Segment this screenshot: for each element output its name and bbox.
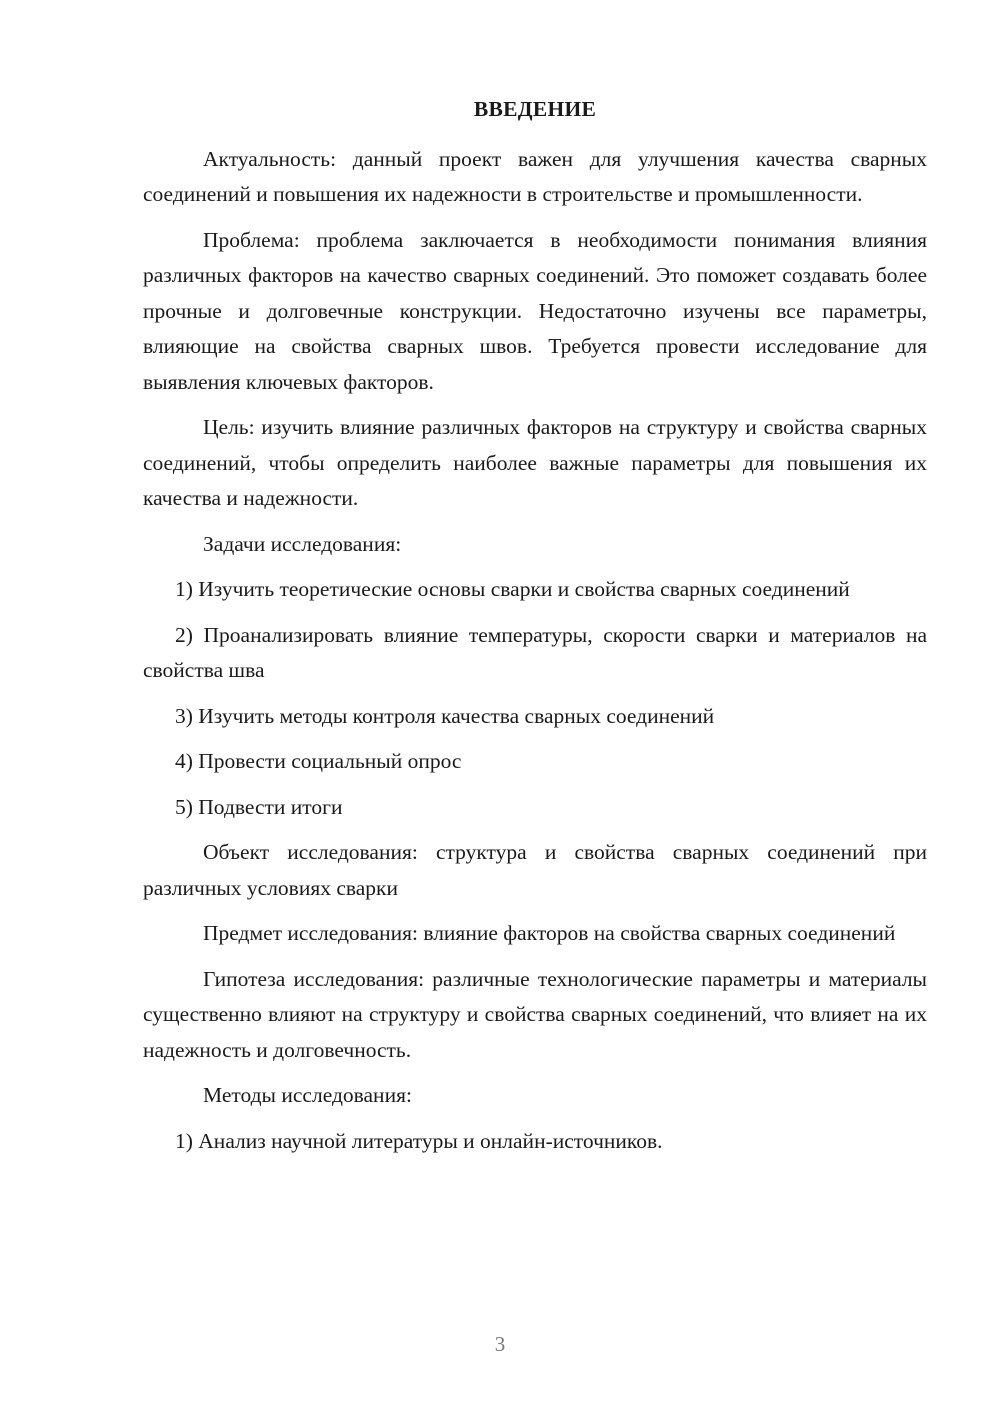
method-item-1: 1) Анализ научной литературы и онлайн-источников. [175,1128,663,1153]
relevance-paragraph: Актуальность: данный проект важен для улучшения качества сварных соединений и повышения их надежности в строительстве и промышленности. [143,146,927,206]
tasks-heading: Задачи исследования: [203,531,402,556]
page-content [143,92,927,1169]
hypothesis-paragraph: Гипотеза исследования: различные технологические параметры и материалы существенно влияют на структуру и свойства сварных соединений, что влияет на их надежность и долговечность. [143,966,927,1062]
task-item-1: 1) Изучить теоретические основы сварки и свойства сварных соединений [175,577,850,601]
goal-paragraph: Цель: изучить влияние различных факторов на структуру и свойства сварных соединений, чтобы определить наиболее важные параметры для повышения их качества и надежности. [143,415,927,510]
page-title: ВВЕДЕНИЕ [473,97,597,121]
task-item-3: 3) Изучить методы контроля качества сварных соединений [175,703,715,728]
task-item-5: 5) Подвести итоги [175,794,343,819]
object-paragraph: Объект исследования: структура и свойства сварных соединений при различных условиях сварки [143,840,927,900]
problem-paragraph: Проблема: проблема заключается в необходимости понимания влияния различных факторов на качество сварных соединений. Это поможет создавать более прочные и долговечные конструкции. Недостаточно изучены все параметры, влияющие на свойства сварных швов. Требуется провести исследование для выявления ключевых факторов. [143,227,927,394]
subject-paragraph: Предмет исследования: влияние факторов на свойства сварных соединений [203,921,896,945]
task-item-2: 2) Проанализировать влияние температуры, скорости сварки и материалов на свойства шва [143,622,927,682]
task-item-4: 4) Провести социальный опрос [175,749,462,773]
page-number: 3 [494,1332,506,1356]
methods-heading: Методы исследования: [203,1083,412,1107]
